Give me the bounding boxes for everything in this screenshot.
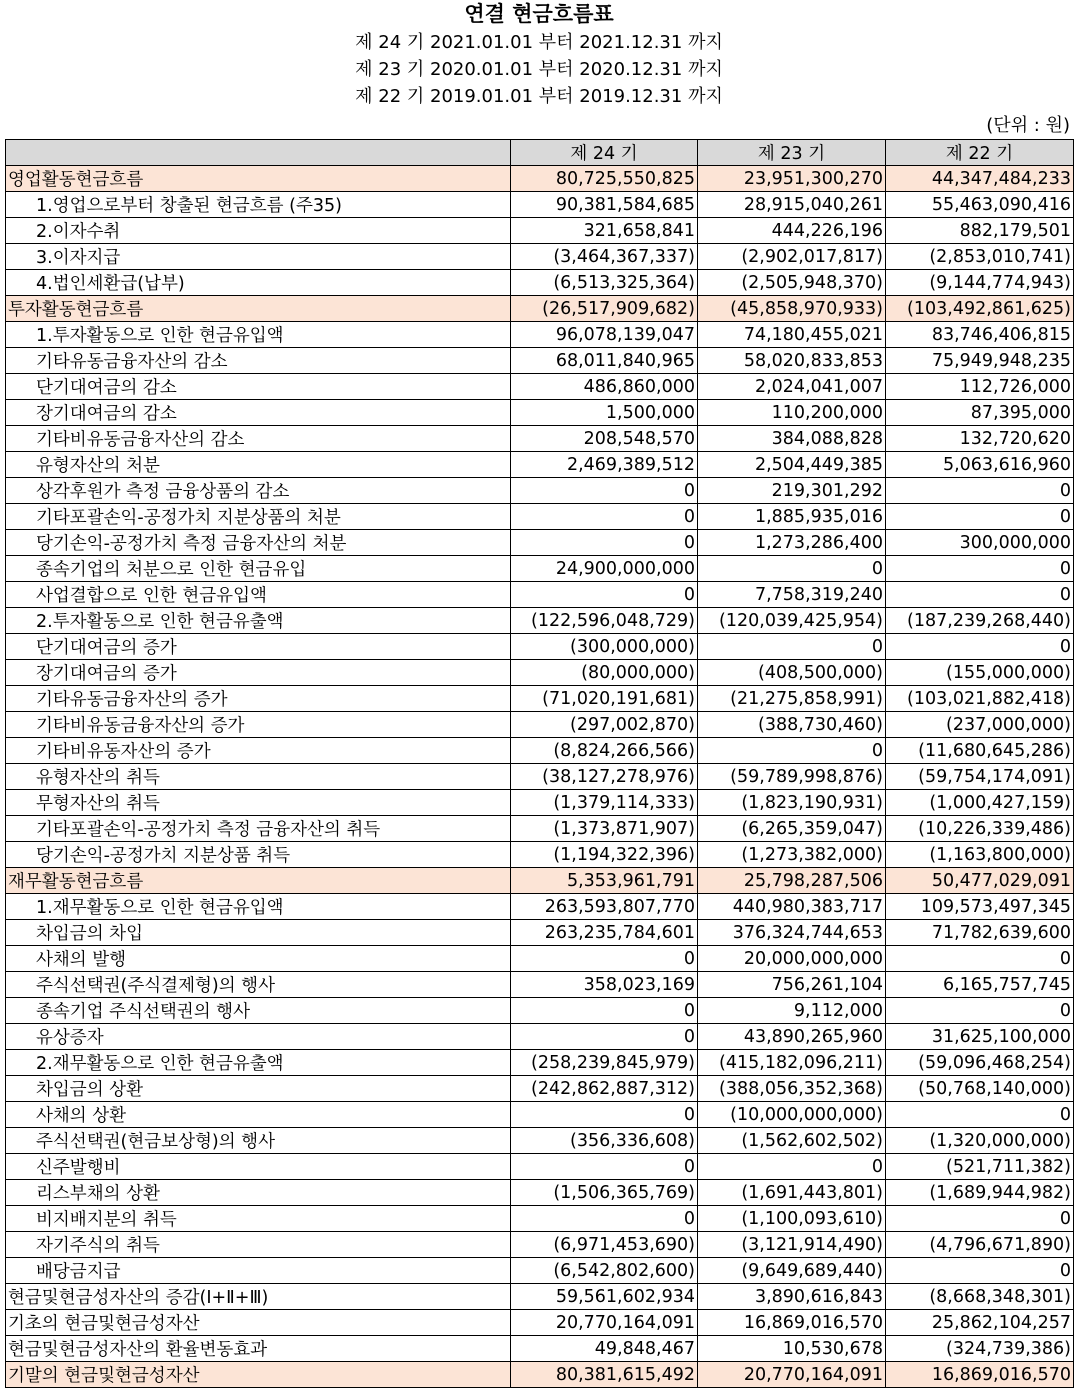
row-label: 기타유동금융자산의 감소 bbox=[6, 348, 511, 374]
value-period-24: 20,770,164,091 bbox=[511, 1310, 698, 1336]
row-label: 종속기업의 처분으로 인한 현금유입 bbox=[6, 556, 511, 582]
table-row bbox=[6, 478, 1074, 504]
value-period-23: (45,858,970,933) bbox=[698, 296, 886, 322]
table-row bbox=[6, 1076, 1074, 1102]
value-period-24: 49,848,467 bbox=[511, 1336, 698, 1362]
value-period-23: 2,504,449,385 bbox=[698, 452, 886, 478]
row-label: 기타포괄손익-공정가치 측정 금융자산의 취득 bbox=[6, 816, 511, 842]
value-period-22: (10,226,339,486) bbox=[886, 816, 1074, 842]
table-row bbox=[6, 1050, 1074, 1076]
value-period-23: (388,056,352,368) bbox=[698, 1076, 886, 1102]
value-period-24: (6,513,325,364) bbox=[511, 270, 698, 296]
value-period-23: (415,182,096,211) bbox=[698, 1050, 886, 1076]
value-period-24: (3,464,367,337) bbox=[511, 244, 698, 270]
value-period-22: 44,347,484,233 bbox=[886, 166, 1074, 192]
row-label: 4.법인세환급(납부) bbox=[6, 270, 511, 296]
table-row bbox=[6, 1362, 1074, 1388]
table-row bbox=[6, 920, 1074, 946]
value-period-22: 16,869,016,570 bbox=[886, 1362, 1074, 1388]
table-row bbox=[6, 790, 1074, 816]
value-period-22: (155,000,000) bbox=[886, 660, 1074, 686]
value-period-24: (242,862,887,312) bbox=[511, 1076, 698, 1102]
value-period-24: 80,381,615,492 bbox=[511, 1362, 698, 1388]
table-row bbox=[6, 816, 1074, 842]
value-period-23: 0 bbox=[698, 738, 886, 764]
value-period-24: 0 bbox=[511, 1024, 698, 1050]
value-period-22: (50,768,140,000) bbox=[886, 1076, 1074, 1102]
table-row bbox=[6, 504, 1074, 530]
value-period-23: 444,226,196 bbox=[698, 218, 886, 244]
value-period-23: 0 bbox=[698, 556, 886, 582]
row-label: 2.재무활동으로 인한 현금유출액 bbox=[6, 1050, 511, 1076]
table-row bbox=[6, 608, 1074, 634]
row-label: 기타유동금융자산의 증가 bbox=[6, 686, 511, 712]
value-period-23: 2,024,041,007 bbox=[698, 374, 886, 400]
value-period-23: (2,902,017,817) bbox=[698, 244, 886, 270]
value-period-23: (388,730,460) bbox=[698, 712, 886, 738]
value-period-24: (80,000,000) bbox=[511, 660, 698, 686]
row-label: 유형자산의 취득 bbox=[6, 764, 511, 790]
table-row bbox=[6, 296, 1074, 322]
value-period-24: 0 bbox=[511, 530, 698, 556]
period-line-23: 제 23 기 2020.01.01 부터 2020.12.31 까지 bbox=[355, 59, 723, 80]
value-period-22: 0 bbox=[886, 998, 1074, 1024]
value-period-22: 75,949,948,235 bbox=[886, 348, 1074, 374]
row-label: 기초의 현금및현금성자산 bbox=[6, 1310, 511, 1336]
table-row bbox=[6, 166, 1074, 192]
table-row bbox=[6, 686, 1074, 712]
value-period-24: 0 bbox=[511, 504, 698, 530]
value-period-23: 58,020,833,853 bbox=[698, 348, 886, 374]
row-label: 2.투자활동으로 인한 현금유출액 bbox=[6, 608, 511, 634]
value-period-22: 0 bbox=[886, 1258, 1074, 1284]
table-row bbox=[6, 1024, 1074, 1050]
row-label: 무형자산의 취득 bbox=[6, 790, 511, 816]
table-row bbox=[6, 712, 1074, 738]
table-row bbox=[6, 322, 1074, 348]
header-period-23: 제 23 기 bbox=[698, 140, 886, 166]
value-period-22: 0 bbox=[886, 1102, 1074, 1128]
value-period-23: (408,500,000) bbox=[698, 660, 886, 686]
value-period-24: 263,593,807,770 bbox=[511, 894, 698, 920]
period-line-22: 제 22 기 2019.01.01 부터 2019.12.31 까지 bbox=[355, 86, 723, 107]
row-label: 장기대여금의 감소 bbox=[6, 400, 511, 426]
value-period-22: 71,782,639,600 bbox=[886, 920, 1074, 946]
value-period-24: 5,353,961,791 bbox=[511, 868, 698, 894]
table-row bbox=[6, 972, 1074, 998]
row-label: 유상증자 bbox=[6, 1024, 511, 1050]
table-row bbox=[6, 1258, 1074, 1284]
value-period-24: (26,517,909,682) bbox=[511, 296, 698, 322]
table-row bbox=[6, 946, 1074, 972]
table-row bbox=[6, 1310, 1074, 1336]
value-period-22: 0 bbox=[886, 504, 1074, 530]
value-period-23: 16,869,016,570 bbox=[698, 1310, 886, 1336]
value-period-24: (1,194,322,396) bbox=[511, 842, 698, 868]
value-period-23: 9,112,000 bbox=[698, 998, 886, 1024]
row-label: 단기대여금의 증가 bbox=[6, 634, 511, 660]
row-label: 상각후원가 측정 금융상품의 감소 bbox=[6, 478, 511, 504]
row-label: 장기대여금의 증가 bbox=[6, 660, 511, 686]
value-period-22: 55,463,090,416 bbox=[886, 192, 1074, 218]
row-label: 현금및현금성자산의 환율변동효과 bbox=[6, 1336, 511, 1362]
value-period-22: (2,853,010,741) bbox=[886, 244, 1074, 270]
row-label: 유형자산의 처분 bbox=[6, 452, 511, 478]
value-period-24: (1,506,365,769) bbox=[511, 1180, 698, 1206]
value-period-24: 0 bbox=[511, 582, 698, 608]
row-label: 사채의 상환 bbox=[6, 1102, 511, 1128]
row-label: 1.투자활동으로 인한 현금유입액 bbox=[6, 322, 511, 348]
value-period-24: 0 bbox=[511, 998, 698, 1024]
value-period-22: (1,000,427,159) bbox=[886, 790, 1074, 816]
value-period-24: (1,379,114,333) bbox=[511, 790, 698, 816]
row-label: 당기손익-공정가치 지분상품 취득 bbox=[6, 842, 511, 868]
value-period-24: 358,023,169 bbox=[511, 972, 698, 998]
value-period-22: (1,320,000,000) bbox=[886, 1128, 1074, 1154]
table-row bbox=[6, 374, 1074, 400]
table-row bbox=[6, 1180, 1074, 1206]
value-period-24: 0 bbox=[511, 478, 698, 504]
table-row bbox=[6, 764, 1074, 790]
value-period-22: (59,754,174,091) bbox=[886, 764, 1074, 790]
value-period-23: 440,980,383,717 bbox=[698, 894, 886, 920]
table-row bbox=[6, 530, 1074, 556]
value-period-23: 384,088,828 bbox=[698, 426, 886, 452]
row-label: 주식선택권(주식결제형)의 행사 bbox=[6, 972, 511, 998]
value-period-24: (258,239,845,979) bbox=[511, 1050, 698, 1076]
header-period-22: 제 22 기 bbox=[886, 140, 1074, 166]
row-label: 1.재무활동으로 인한 현금유입액 bbox=[6, 894, 511, 920]
table-row bbox=[6, 426, 1074, 452]
row-label: 재무활동현금흐름 bbox=[6, 868, 511, 894]
value-period-22: (1,689,944,982) bbox=[886, 1180, 1074, 1206]
value-period-23: (1,562,602,502) bbox=[698, 1128, 886, 1154]
table-row bbox=[6, 842, 1074, 868]
table-row bbox=[6, 244, 1074, 270]
table-row bbox=[6, 400, 1074, 426]
row-label: 차입금의 차입 bbox=[6, 920, 511, 946]
value-period-22: (59,096,468,254) bbox=[886, 1050, 1074, 1076]
value-period-23: 20,770,164,091 bbox=[698, 1362, 886, 1388]
row-label: 영업활동현금흐름 bbox=[6, 166, 511, 192]
value-period-22: 882,179,501 bbox=[886, 218, 1074, 244]
value-period-23: 23,951,300,270 bbox=[698, 166, 886, 192]
value-period-22: 31,625,100,000 bbox=[886, 1024, 1074, 1050]
value-period-24: (1,373,871,907) bbox=[511, 816, 698, 842]
row-label: 투자활동현금흐름 bbox=[6, 296, 511, 322]
value-period-23: (9,649,689,440) bbox=[698, 1258, 886, 1284]
unit-label: (단위 : 원) bbox=[986, 115, 1070, 136]
value-period-24: 2,469,389,512 bbox=[511, 452, 698, 478]
value-period-24: (6,542,802,600) bbox=[511, 1258, 698, 1284]
row-label: 비지배지분의 취득 bbox=[6, 1206, 511, 1232]
row-label: 2.이자수취 bbox=[6, 218, 511, 244]
value-period-23: 7,758,319,240 bbox=[698, 582, 886, 608]
period-line-24: 제 24 기 2021.01.01 부터 2021.12.31 까지 bbox=[355, 32, 723, 53]
value-period-24: 263,235,784,601 bbox=[511, 920, 698, 946]
value-period-22: (4,796,671,890) bbox=[886, 1232, 1074, 1258]
value-period-22: 87,395,000 bbox=[886, 400, 1074, 426]
value-period-23: 28,915,040,261 bbox=[698, 192, 886, 218]
value-period-23: (1,100,093,610) bbox=[698, 1206, 886, 1232]
row-label: 리스부채의 상환 bbox=[6, 1180, 511, 1206]
row-label: 기말의 현금및현금성자산 bbox=[6, 1362, 511, 1388]
value-period-22: 5,063,616,960 bbox=[886, 452, 1074, 478]
value-period-23: (2,505,948,370) bbox=[698, 270, 886, 296]
value-period-23: 1,885,935,016 bbox=[698, 504, 886, 530]
value-period-22: (103,492,861,625) bbox=[886, 296, 1074, 322]
table-row bbox=[6, 348, 1074, 374]
value-period-24: 80,725,550,825 bbox=[511, 166, 698, 192]
value-period-22: 6,165,757,745 bbox=[886, 972, 1074, 998]
row-label: 종속기업 주식선택권의 행사 bbox=[6, 998, 511, 1024]
value-period-23: (59,789,998,876) bbox=[698, 764, 886, 790]
header-period-24: 제 24 기 bbox=[511, 140, 698, 166]
row-label: 사업결합으로 인한 현금유입액 bbox=[6, 582, 511, 608]
value-period-23: 25,798,287,506 bbox=[698, 868, 886, 894]
value-period-22: 0 bbox=[886, 478, 1074, 504]
value-period-23: (1,691,443,801) bbox=[698, 1180, 886, 1206]
value-period-23: 219,301,292 bbox=[698, 478, 886, 504]
table-row bbox=[6, 1154, 1074, 1180]
value-period-24: 90,381,584,685 bbox=[511, 192, 698, 218]
value-period-24: 0 bbox=[511, 1206, 698, 1232]
value-period-23: (1,273,382,000) bbox=[698, 842, 886, 868]
value-period-23: 3,890,616,843 bbox=[698, 1284, 886, 1310]
table-row bbox=[6, 1206, 1074, 1232]
value-period-22: 109,573,497,345 bbox=[886, 894, 1074, 920]
table-row bbox=[6, 738, 1074, 764]
value-period-23: 20,000,000,000 bbox=[698, 946, 886, 972]
value-period-22: 0 bbox=[886, 556, 1074, 582]
table-body bbox=[6, 166, 1074, 1388]
table-row bbox=[6, 270, 1074, 296]
row-label: 당기손익-공정가치 측정 금융자산의 처분 bbox=[6, 530, 511, 556]
table-row bbox=[6, 556, 1074, 582]
table-row bbox=[6, 1102, 1074, 1128]
value-period-22: 25,862,104,257 bbox=[886, 1310, 1074, 1336]
value-period-24: 486,860,000 bbox=[511, 374, 698, 400]
row-label: 현금및현금성자산의 증감(Ⅰ+Ⅱ+Ⅲ) bbox=[6, 1284, 511, 1310]
row-label: 기타비유동자산의 증가 bbox=[6, 738, 511, 764]
value-period-23: (1,823,190,931) bbox=[698, 790, 886, 816]
value-period-24: (356,336,608) bbox=[511, 1128, 698, 1154]
header-label bbox=[6, 140, 511, 166]
value-period-24: 96,078,139,047 bbox=[511, 322, 698, 348]
value-period-23: (10,000,000,000) bbox=[698, 1102, 886, 1128]
value-period-24: 1,500,000 bbox=[511, 400, 698, 426]
row-label: 차입금의 상환 bbox=[6, 1076, 511, 1102]
value-period-22: 0 bbox=[886, 634, 1074, 660]
row-label: 단기대여금의 감소 bbox=[6, 374, 511, 400]
table-row bbox=[6, 868, 1074, 894]
value-period-24: 68,011,840,965 bbox=[511, 348, 698, 374]
value-period-22: 83,746,406,815 bbox=[886, 322, 1074, 348]
table-row bbox=[6, 998, 1074, 1024]
value-period-22: (324,739,386) bbox=[886, 1336, 1074, 1362]
value-period-24: 0 bbox=[511, 946, 698, 972]
value-period-22: 0 bbox=[886, 1206, 1074, 1232]
value-period-24: (38,127,278,976) bbox=[511, 764, 698, 790]
table-row bbox=[6, 1284, 1074, 1310]
value-period-22: (8,668,348,301) bbox=[886, 1284, 1074, 1310]
value-period-23: 0 bbox=[698, 1154, 886, 1180]
row-label: 신주발행비 bbox=[6, 1154, 511, 1180]
statement-title: 연결 현금흐름표 bbox=[464, 2, 614, 26]
value-period-22: (187,239,268,440) bbox=[886, 608, 1074, 634]
value-period-24: (300,000,000) bbox=[511, 634, 698, 660]
value-period-23: (120,039,425,954) bbox=[698, 608, 886, 634]
value-period-23: (6,265,359,047) bbox=[698, 816, 886, 842]
value-period-23: 756,261,104 bbox=[698, 972, 886, 998]
value-period-22: (11,680,645,286) bbox=[886, 738, 1074, 764]
value-period-23: 74,180,455,021 bbox=[698, 322, 886, 348]
row-label: 자기주식의 취득 bbox=[6, 1232, 511, 1258]
value-period-23: 43,890,265,960 bbox=[698, 1024, 886, 1050]
value-period-23: 376,324,744,653 bbox=[698, 920, 886, 946]
row-label: 기타비유동금융자산의 증가 bbox=[6, 712, 511, 738]
value-period-24: (122,596,048,729) bbox=[511, 608, 698, 634]
value-period-23: 10,530,678 bbox=[698, 1336, 886, 1362]
value-period-22: 112,726,000 bbox=[886, 374, 1074, 400]
value-period-24: (297,002,870) bbox=[511, 712, 698, 738]
table-row bbox=[6, 1232, 1074, 1258]
table-row bbox=[6, 660, 1074, 686]
value-period-23: (21,275,858,991) bbox=[698, 686, 886, 712]
value-period-22: 0 bbox=[886, 946, 1074, 972]
value-period-24: 59,561,602,934 bbox=[511, 1284, 698, 1310]
value-period-23: (3,121,914,490) bbox=[698, 1232, 886, 1258]
row-label: 주식선택권(현금보상형)의 행사 bbox=[6, 1128, 511, 1154]
table-row bbox=[6, 452, 1074, 478]
table-row bbox=[6, 894, 1074, 920]
value-period-24: (71,020,191,681) bbox=[511, 686, 698, 712]
row-label: 1.영업으로부터 창출된 현금흐름 (주35) bbox=[6, 192, 511, 218]
table-row bbox=[6, 582, 1074, 608]
table-header-row bbox=[6, 140, 1074, 166]
value-period-22: (9,144,774,943) bbox=[886, 270, 1074, 296]
value-period-22: 300,000,000 bbox=[886, 530, 1074, 556]
value-period-24: 0 bbox=[511, 1154, 698, 1180]
table-row bbox=[6, 1336, 1074, 1362]
value-period-22: (1,163,800,000) bbox=[886, 842, 1074, 868]
row-label: 3.이자지급 bbox=[6, 244, 511, 270]
table-row bbox=[6, 192, 1074, 218]
table-row bbox=[6, 218, 1074, 244]
value-period-22: (237,000,000) bbox=[886, 712, 1074, 738]
value-period-22: (103,021,882,418) bbox=[886, 686, 1074, 712]
row-label: 기타포괄손익-공정가치 지분상품의 처분 bbox=[6, 504, 511, 530]
value-period-24: (6,971,453,690) bbox=[511, 1232, 698, 1258]
value-period-23: 0 bbox=[698, 634, 886, 660]
row-label: 기타비유동금융자산의 감소 bbox=[6, 426, 511, 452]
table-row bbox=[6, 634, 1074, 660]
row-label: 사채의 발행 bbox=[6, 946, 511, 972]
cash-flow-table bbox=[5, 139, 1074, 1388]
value-period-22: 50,477,029,091 bbox=[886, 868, 1074, 894]
value-period-23: 110,200,000 bbox=[698, 400, 886, 426]
row-label: 배당금지급 bbox=[6, 1258, 511, 1284]
value-period-23: 1,273,286,400 bbox=[698, 530, 886, 556]
value-period-24: 321,658,841 bbox=[511, 218, 698, 244]
value-period-24: 208,548,570 bbox=[511, 426, 698, 452]
value-period-22: 132,720,620 bbox=[886, 426, 1074, 452]
value-period-22: (521,711,382) bbox=[886, 1154, 1074, 1180]
value-period-24: 0 bbox=[511, 1102, 698, 1128]
value-period-24: (8,824,266,566) bbox=[511, 738, 698, 764]
table-row bbox=[6, 1128, 1074, 1154]
value-period-24: 24,900,000,000 bbox=[511, 556, 698, 582]
value-period-22: 0 bbox=[886, 582, 1074, 608]
